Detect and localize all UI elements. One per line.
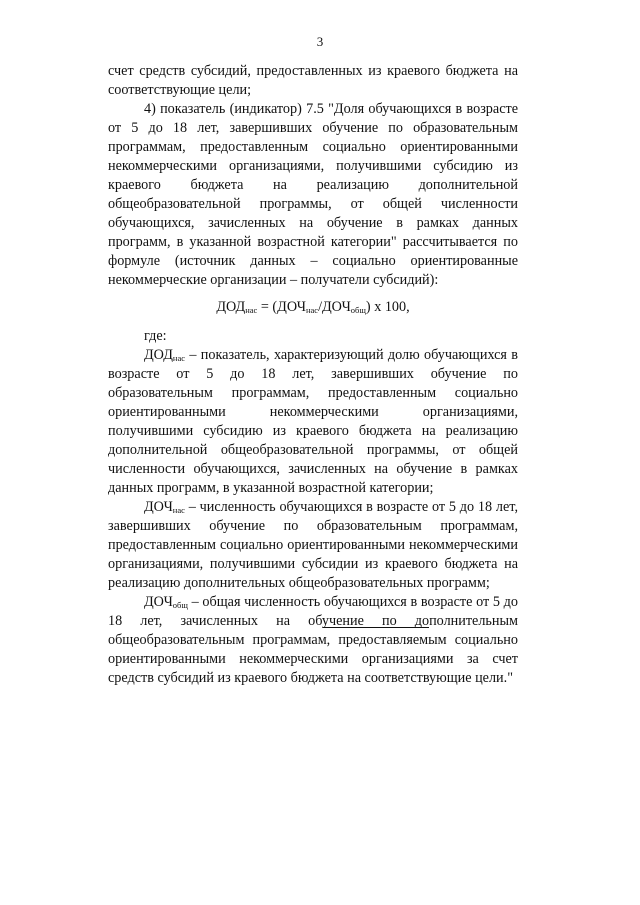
definition-dod-nas — [108, 346, 518, 498]
formula-tail: ) х 100, — [365, 299, 410, 315]
formula-numerator-subscript: нас — [305, 305, 319, 315]
paragraph-continuation: счет средств субсидий, предоставленных из краевого бюджета на соответствующие цели; — [108, 63, 518, 98]
definition-doch-nas — [108, 498, 518, 593]
definition-text: – численность обучающихся в возрасте от 5 до 18 лет, завершивших обучение по образовательным программам, предоставленным социально ориентированными некоммерческими организациями, получившими субсидии из краевого бюджета на реализацию дополнительных общеобразовательных программ; — [108, 499, 518, 591]
definition-subscript: нас — [172, 353, 186, 363]
definition-text: – общая численность обучающихся в возрасте от 5 до 18 лет, зачисленных на обучение по дополнительным общеобразовательным программам, предоставляемым социально ориентированными некоммерческими организациями за счет средств субсидий из краевого бюджета на соответствующие цели." — [108, 594, 518, 686]
definition-symbol: ДОЧ — [144, 594, 173, 610]
formula-lhs: ДОД — [216, 299, 246, 315]
page-number: 3 — [316, 34, 324, 49]
where-label: где: — [144, 328, 167, 344]
formula-slash: /ДОЧ — [318, 299, 351, 315]
formula-eq-open: = (ДОЧ — [257, 299, 306, 315]
formula-denominator-subscript: общ — [350, 305, 366, 315]
definition-text: – показатель, характеризующий долю обучающихся в возрасте от 5 до 18 лет, завершивших обучение по образовательным программам, предоставленным социально ориентированными некоммерческими организациями, получившими субсидию из краевого бюджета на реализацию дополнительной общеобразовательной программы, от общей численности обучающихся, зачисленных на обучение в рамках данных программ, в указанной возрастной категории; — [108, 347, 518, 496]
paragraph-indicator-7-5: 4) показатель (индикатор) 7.5 "Доля обучающихся в возрасте от 5 до 18 лет, завершивших обучение по образовательным программам, предоставленным социально ориентированными некоммерческими организациями, получившими субсидию из краевого бюджета на реализацию дополнительной общеобразовательной программы, от общей численности обучающихся, зачисленных на обучение в рамках данных программ, в указанной возрастной категории" рассчитывается по формуле (источник данных – социально ориентированные некоммерческие организации – получатели субсидий): — [108, 101, 518, 288]
document-body — [108, 62, 518, 688]
formula-lhs-subscript: нас — [245, 305, 258, 315]
definition-doch-obsch — [108, 593, 518, 688]
definition-symbol: ДОД — [144, 347, 173, 363]
formula — [108, 298, 518, 317]
definition-subscript: общ — [172, 600, 188, 610]
definition-symbol: ДОЧ — [144, 499, 173, 515]
closing-divider-line — [323, 627, 429, 628]
definition-subscript: нас — [172, 505, 185, 515]
